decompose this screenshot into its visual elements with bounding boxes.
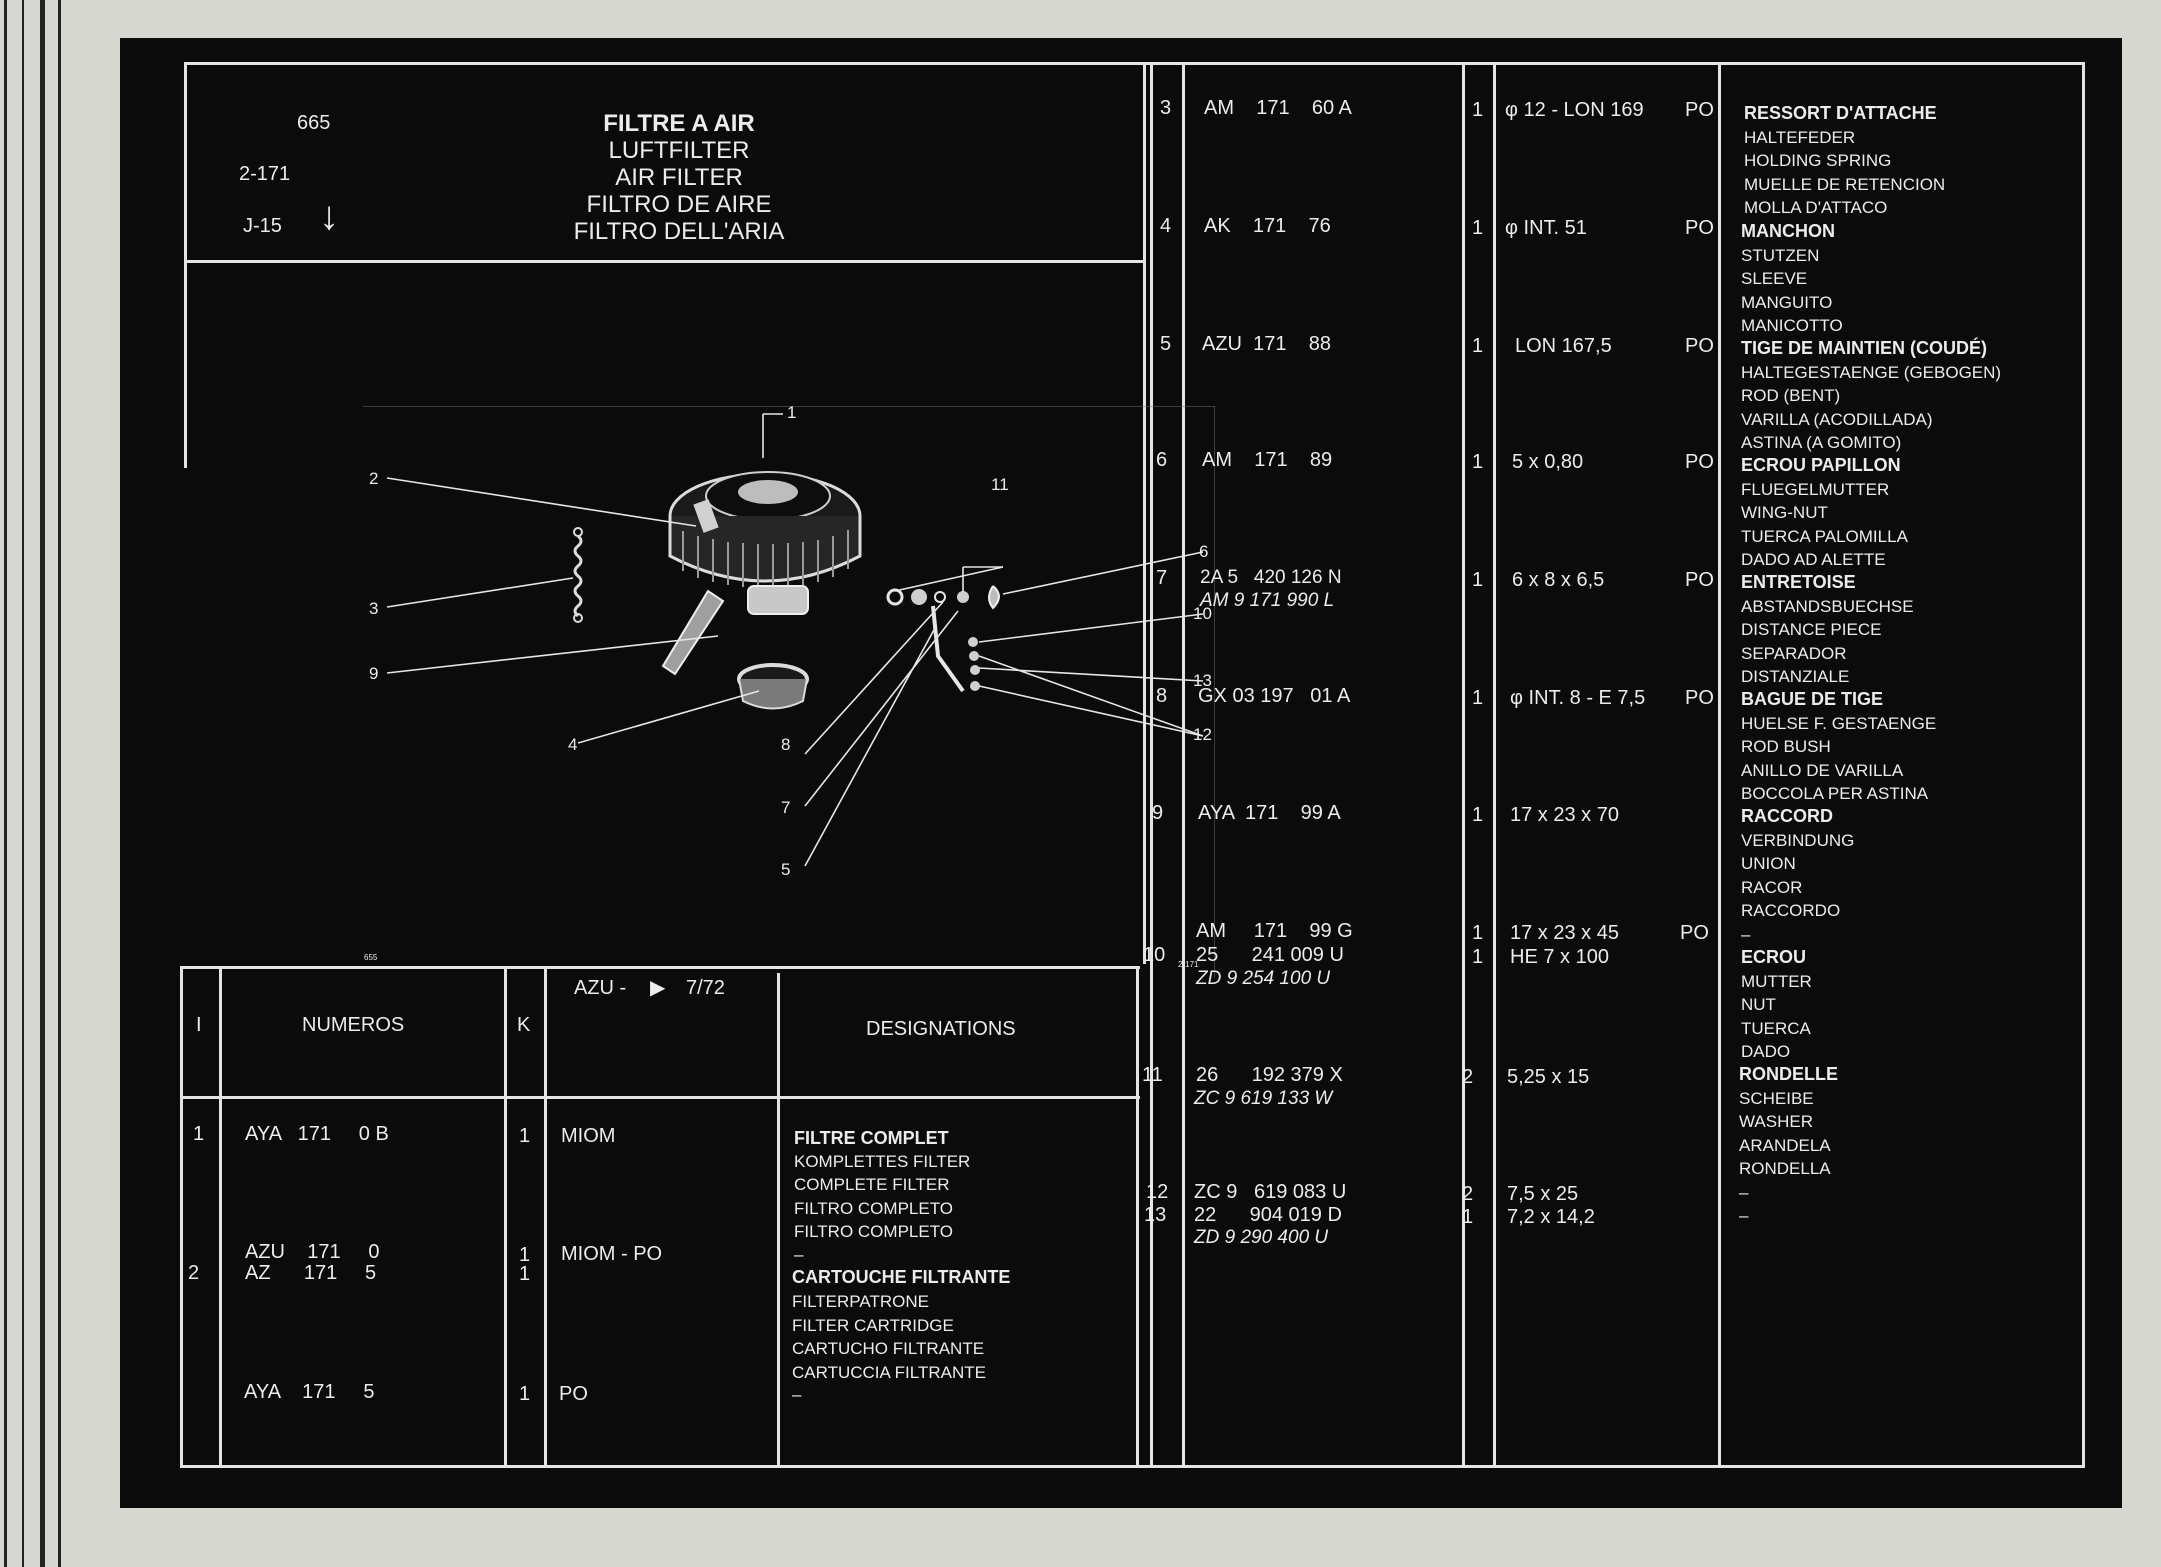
designation-line: HALTEFEDER (1744, 127, 1856, 147)
air-filter-drawing (363, 403, 1215, 978)
designation-title: MANCHON (1741, 221, 1835, 241)
designation-line: ABSTANDSBUECHSE (1741, 596, 1914, 616)
r11-numero: 26 192 379 X (1196, 1064, 1343, 1086)
table-head-bottom (180, 1096, 1140, 1099)
col-k-header: K (517, 1014, 531, 1036)
designation-title: BAGUE DE TIGE (1741, 689, 1884, 709)
row2c-k: 1 (519, 1383, 531, 1405)
callout-13: 13 (1193, 671, 1212, 690)
r11-k: 2 (1462, 1066, 1474, 1088)
callout-3: 3 (369, 599, 379, 618)
callout-11: 11 (991, 475, 1009, 494)
title-en: AIR FILTER (615, 164, 743, 191)
callout-6: 6 (1199, 542, 1209, 561)
row2-index: 2 (188, 1262, 200, 1284)
r13-spec: 7,2 x 14,2 (1507, 1206, 1595, 1228)
r5-spec: LON 167,5 (1515, 335, 1612, 357)
designation-entretoise (1741, 571, 1914, 689)
designation-line: MUTTER (1741, 971, 1812, 991)
r4-index: 4 (1160, 215, 1172, 237)
designation-line: MOLLA D'ATTACO (1744, 198, 1888, 217)
border-left (184, 62, 187, 468)
designation-line: – (1739, 1206, 1749, 1225)
right-col-designation (1718, 62, 1721, 1468)
row1-designation-dash: – (794, 1245, 804, 1264)
exploded-diagram (363, 403, 1215, 978)
designation-manchon (1741, 220, 1843, 338)
r7-numero: 2A 5 420 126 N (1200, 567, 1342, 588)
callout-9: 9 (369, 664, 379, 683)
title-es: FILTRO DE AIRE (586, 191, 772, 218)
designation-line: MUELLE DE RETENCION (1744, 174, 1946, 194)
designation-ecrou (1741, 946, 1812, 1064)
designation-line: DADO (1741, 1042, 1791, 1061)
designation-line: TUERCA PALOMILLA (1741, 526, 1908, 546)
r11-numero-alt: ZC 9 619 133 W (1194, 1088, 1333, 1109)
row1-numero: AYA 171 0 B (245, 1123, 389, 1145)
diagram-corner-left: 655 (364, 953, 378, 962)
designation-line: STUTZEN (1741, 245, 1820, 265)
azu-arrow-icon: ▶ (650, 977, 666, 999)
designation-line: ROD (BENT) (1741, 386, 1841, 405)
designation-line: WING-NUT (1741, 503, 1828, 522)
r7-index: 7 (1156, 567, 1168, 589)
designation-title: ECROU (1741, 947, 1807, 967)
title-de: LUFTFILTER (608, 137, 750, 164)
row1-designation-it: FILTRO COMPLETO (794, 1222, 954, 1241)
r10-index: 10 (1143, 944, 1166, 966)
r13-numero: 22 904 019 D (1194, 1204, 1342, 1226)
r8-k: 1 (1472, 687, 1484, 709)
r6-po: PO (1685, 451, 1714, 473)
row2-numero-b: AZ 171 5 (245, 1262, 377, 1284)
col-designation-right (1136, 966, 1139, 1468)
r7-spec: 6 x 8 x 6,5 (1512, 569, 1605, 591)
col-k-line (544, 966, 547, 1468)
diagram-corner-right: 2-171 (1178, 960, 1199, 969)
designation-line: ASTINA (A GOMITO) (1741, 433, 1902, 452)
border-right (2082, 62, 2085, 1468)
designation-line: UNION (1741, 854, 1796, 873)
callout-8: 8 (781, 735, 791, 754)
row1-designation-es: FILTRO COMPLETO (794, 1199, 954, 1218)
r5-numero: AZU 171 88 (1202, 333, 1331, 355)
designation-line: BOCCOLA PER ASTINA (1741, 784, 1929, 803)
designation-line: FLUEGELMUTTER (1741, 479, 1890, 499)
r9-index: 9 (1152, 802, 1164, 824)
r3-index: 3 (1160, 97, 1172, 119)
designation-line: HOLDING SPRING (1744, 151, 1892, 170)
col-numeros-line (504, 966, 507, 1468)
row2-designation-es: CARTUCHO FILTRANTE (792, 1339, 985, 1358)
r12-k: 2 (1462, 1183, 1474, 1205)
film-edge (0, 0, 120, 1567)
designation-line: – (1741, 924, 1751, 944)
row2c-spec: PO (559, 1383, 588, 1405)
r9b-po: PO (1680, 922, 1709, 944)
r8-po: PO (1685, 687, 1714, 709)
header-divider (184, 260, 1146, 263)
designation-line: DISTANZIALE (1741, 667, 1850, 686)
r3-po: PO (1685, 99, 1714, 121)
r10-k: 1 (1472, 946, 1484, 968)
callout-4: 4 (568, 735, 578, 754)
r13-index: 13 (1144, 1204, 1167, 1226)
designation-line: MANICOTTO (1741, 316, 1843, 335)
r6-k: 1 (1472, 451, 1484, 473)
callout-1: 1 (787, 403, 797, 422)
designation-title: RONDELLE (1739, 1064, 1838, 1084)
r4-numero: AK 171 76 (1204, 215, 1331, 237)
r5-index: 5 (1160, 333, 1172, 355)
designation-line: TUERCA (1741, 1018, 1811, 1038)
designation-line: SEPARADOR (1741, 643, 1847, 663)
r13-k: 1 (1462, 1206, 1474, 1228)
designation-title: TIGE DE MAINTIEN (COUDÉ) (1741, 338, 1987, 358)
r10-numero-alt: ZD 9 254 100 U (1196, 968, 1331, 989)
col-numeros-header: NUMEROS (302, 1014, 405, 1036)
row2-spec: MIOM - PO (561, 1243, 663, 1265)
r8-numero: GX 03 197 01 A (1198, 685, 1351, 707)
col-azu-line (777, 973, 780, 1468)
r13-numero-alt: ZD 9 290 400 U (1194, 1227, 1329, 1248)
designation-title: ENTRETOISE (1741, 572, 1856, 592)
designation-line: VARILLA (ACODILLADA) (1741, 409, 1933, 429)
r9-spec: 17 x 23 x 70 (1510, 804, 1619, 826)
designation-title: RESSORT D'ATTACHE (1744, 103, 1937, 123)
col-azu-header: AZU - (574, 977, 627, 999)
r9b-k: 1 (1472, 922, 1484, 944)
r3-numero: AM 171 60 A (1204, 97, 1352, 119)
col-designations-header: DESIGNATIONS (866, 1018, 1016, 1040)
designation-line: SLEEVE (1741, 269, 1808, 288)
designation-line: ANILLO DE VARILLA (1741, 760, 1904, 780)
row1-designation-de: KOMPLETTES FILTER (794, 1152, 971, 1171)
r6-spec: 5 x 0,80 (1512, 451, 1584, 473)
designation-bague (1741, 688, 1936, 806)
callout-5: 5 (781, 860, 791, 879)
r12-index: 12 (1146, 1181, 1169, 1203)
r3-k: 1 (1472, 99, 1484, 121)
sheet-number: 665 (297, 112, 331, 134)
callout-2: 2 (369, 469, 379, 488)
r4-k: 1 (1472, 217, 1484, 239)
r3-spec: φ 12 - LON 169 (1505, 99, 1644, 121)
group-code: 2-171 (239, 163, 291, 185)
designation-ecrou-papillon (1741, 454, 1908, 572)
r7-numero-alt: AM 9 171 990 L (1200, 590, 1335, 611)
title-fr: FILTRE A AIR (603, 110, 755, 137)
r12-spec: 7,5 x 25 (1507, 1183, 1579, 1205)
r12-numero: ZC 9 619 083 U (1194, 1181, 1347, 1203)
callout-12: 12 (1193, 725, 1212, 744)
parts-sheet (120, 38, 2122, 1508)
row2-designation-it: CARTUCCIA FILTRANTE (792, 1363, 986, 1382)
col-i-header: I (196, 1014, 202, 1036)
r11-spec: 5,25 x 15 (1507, 1066, 1590, 1088)
r11-index: 11 (1142, 1064, 1163, 1086)
designation-ressort (1744, 102, 1945, 220)
sub-code: J-15 (243, 215, 282, 237)
designation-title: RACCORD (1741, 806, 1833, 826)
designation-rondelle (1739, 1063, 1838, 1228)
down-arrow-icon: ↓ (319, 194, 339, 238)
row2c-numero: AYA 171 5 (244, 1381, 375, 1403)
col-i-line (219, 966, 222, 1468)
callout-10: 10 (1193, 604, 1212, 623)
row2-numero-a: AZU 171 0 (245, 1241, 380, 1263)
r9-numero: AYA 171 99 A (1198, 802, 1341, 824)
r6-index: 6 (1156, 449, 1168, 471)
r9b-numero: AM 171 99 G (1196, 920, 1353, 942)
r10-spec: HE 7 x 100 (1510, 946, 1609, 968)
r7-po: PO (1685, 569, 1714, 591)
row1-k: 1 (519, 1125, 531, 1147)
row1-designation-en: COMPLETE FILTER (794, 1175, 950, 1194)
row2-designation-en: FILTER CARTRIDGE (792, 1316, 954, 1335)
designation-line: HUELSE F. GESTAENGE (1741, 713, 1937, 733)
title-it: FILTRO DELL'ARIA (573, 218, 785, 245)
row2-designation-title: CARTOUCHE FILTRANTE (792, 1267, 1011, 1287)
row2-designation-dash: – (792, 1385, 802, 1404)
r8-spec: φ INT. 8 - E 7,5 (1510, 687, 1646, 709)
designation-line: HALTEGESTAENGE (GEBOGEN) (1741, 362, 2002, 382)
r9-k: 1 (1472, 804, 1484, 826)
designation-line: VERBINDUNG (1741, 830, 1855, 850)
row2-designation-de: FILTERPATRONE (792, 1292, 929, 1311)
designation-line: RACCORDO (1741, 901, 1841, 920)
r10-numero: 25 241 009 U (1196, 944, 1344, 966)
designation-line: RONDELLA (1739, 1159, 1831, 1178)
right-col-k-left (1462, 62, 1465, 1468)
designation-line: ROD BUSH (1741, 737, 1831, 756)
r4-spec: φ INT. 51 (1505, 217, 1587, 239)
row2-k-a: 1 (519, 1244, 531, 1266)
designation-line: DADO AD ALETTE (1741, 550, 1886, 569)
col-azu-date: 7/72 (686, 977, 725, 999)
row1-index: 1 (193, 1123, 205, 1145)
designation-raccord (1741, 805, 1854, 946)
designation-line: – (1739, 1182, 1749, 1202)
designation-line: MANGUITO (1741, 292, 1833, 312)
designation-line: RACOR (1741, 877, 1803, 897)
row1-designation-title: FILTRE COMPLET (794, 1128, 949, 1148)
r4-po: PO (1685, 217, 1714, 239)
border-left-lower (180, 966, 183, 1468)
r5-po: PO (1685, 335, 1714, 357)
designation-line: ARANDELA (1739, 1135, 1831, 1155)
row2-k-b: 1 (519, 1263, 531, 1285)
r5-k: 1 (1472, 335, 1484, 357)
callout-7: 7 (781, 798, 791, 817)
designation-title: ECROU PAPILLON (1741, 455, 1901, 475)
r9b-spec: 17 x 23 x 45 (1510, 922, 1619, 944)
r7-k: 1 (1472, 569, 1484, 591)
r6-numero: AM 171 89 (1202, 449, 1333, 471)
designation-line: SCHEIBE (1739, 1088, 1814, 1108)
row1-spec: MIOM (561, 1125, 616, 1147)
designation-line: WASHER (1739, 1112, 1813, 1131)
border-top (186, 62, 2085, 65)
designation-line: DISTANCE PIECE (1741, 620, 1882, 639)
r8-index: 8 (1156, 685, 1168, 707)
designation-tige (1741, 337, 2001, 455)
designation-line: NUT (1741, 995, 1776, 1014)
border-bottom (180, 1465, 2085, 1468)
right-col-k-right (1493, 62, 1496, 1468)
